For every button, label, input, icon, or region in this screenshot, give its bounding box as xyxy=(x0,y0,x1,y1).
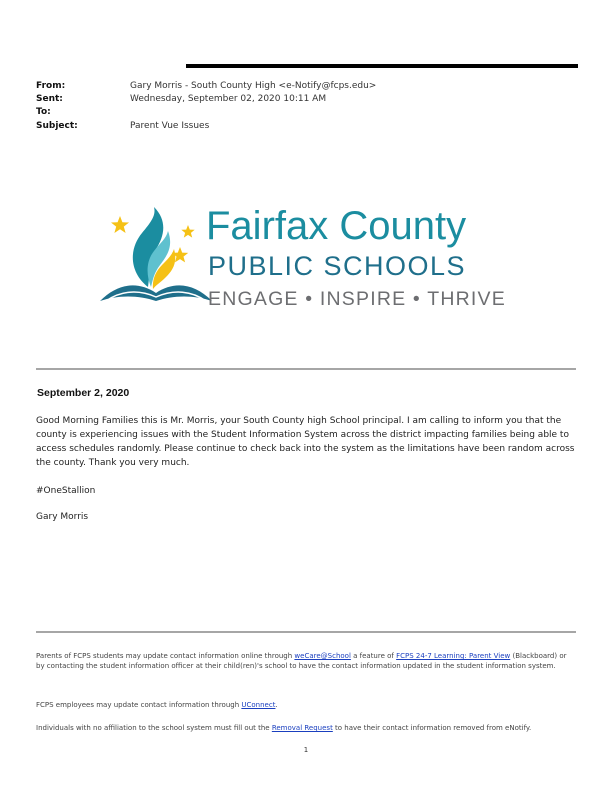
fcps-logo xyxy=(90,205,510,315)
message-date: September 2, 2020 xyxy=(37,387,130,399)
logo-tagline: ENGAGE • INSPIRE • THRIVE xyxy=(208,288,506,310)
subject-value: Parent Vue Issues xyxy=(130,121,210,131)
footer-text: to have their contact information removed from eNotify. xyxy=(332,724,532,732)
footer-parents xyxy=(36,651,576,671)
book-icon xyxy=(100,285,212,301)
divider-top xyxy=(36,368,576,370)
from-label: From: xyxy=(36,81,66,91)
footer-text: . xyxy=(275,701,278,709)
footer-text: Parents of FCPS students may update contact information online through xyxy=(36,652,295,660)
wecare-link[interactable]: weCare@School xyxy=(294,652,351,660)
footer-removal xyxy=(36,723,576,733)
star-icon xyxy=(111,216,129,233)
logo-line2: PUBLIC SCHOOLS xyxy=(208,251,467,281)
message-signature: Gary Morris xyxy=(36,512,89,522)
from-value: Gary Morris - South County High <e-Notify@fcps.edu> xyxy=(130,81,377,91)
footer-text: Individuals with no affiliation to the school system must fill out the xyxy=(36,724,272,732)
divider-footer xyxy=(36,631,576,633)
sent-label: Sent: xyxy=(36,94,63,104)
logo-line1: Fairfax County xyxy=(206,205,467,248)
sent-value: Wednesday, September 02, 2020 10:11 AM xyxy=(130,94,327,104)
message-body: Good Morning Families this is Mr. Morris, your South County high School principal. I am calling to inform you that the county is experiencing issues with the Student Information System across the district impacting families being able to access schedules randomly. Please continue to check back into the system as the limitations have been random across the county. Thank you very much. xyxy=(36,416,575,468)
uconnect-link[interactable]: UConnect xyxy=(241,701,276,709)
footer-text: (Blackboard) or by contacting the student information officer at their child(ren)'s school to have the contact information updated in the student information system. xyxy=(36,652,567,670)
message-hashtag: #OneStallion xyxy=(36,486,96,496)
parent-view-link[interactable]: FCPS 24-7 Learning: Parent View xyxy=(396,652,511,660)
subject-label: Subject: xyxy=(36,121,78,131)
footer-text: FCPS employees may update contact information through xyxy=(36,701,242,709)
star-icon xyxy=(181,225,194,238)
footer-employees xyxy=(36,700,576,710)
footer-text: a feature of xyxy=(350,652,397,660)
removal-request-link[interactable]: Removal Request xyxy=(271,724,333,732)
page-number: 1 xyxy=(303,746,309,754)
header-rule xyxy=(186,64,578,68)
to-label: To: xyxy=(36,107,51,117)
